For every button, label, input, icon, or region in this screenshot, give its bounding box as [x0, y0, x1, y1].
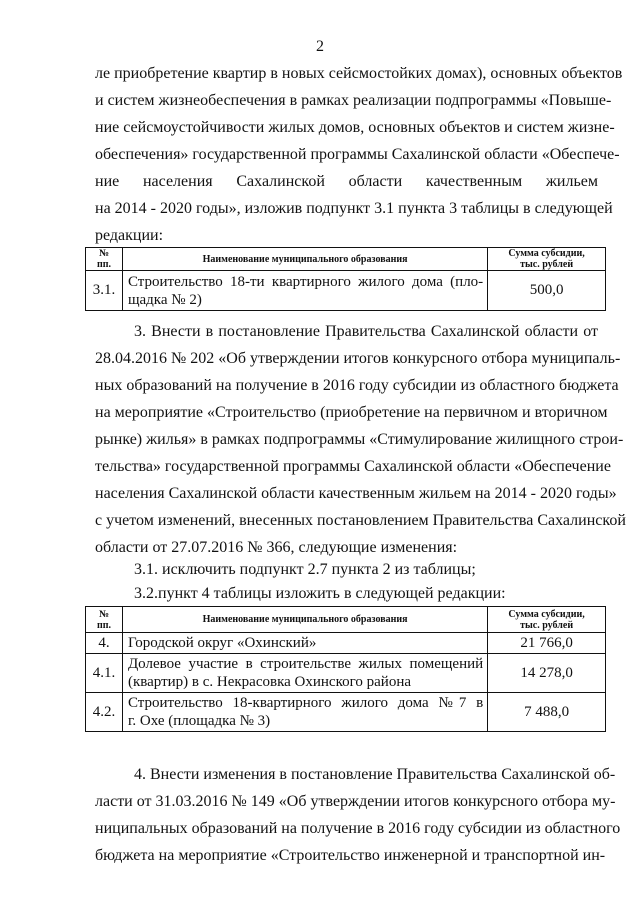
- paragraph-line: тельства» государственной программы Сахалинской области «Обеспечение: [95, 458, 611, 475]
- row-num: 4.2.: [86, 693, 123, 732]
- header-num: № пп.: [86, 248, 123, 271]
- row-sum: 500,0: [488, 271, 606, 311]
- paragraph-line: и систем жизнеобеспечения в рамках реализации подпрограммы «Повыше-: [95, 92, 612, 109]
- row-sum: 21 766,0: [488, 633, 606, 654]
- table-header-row: [86, 248, 606, 271]
- header-num: № пп.: [86, 607, 123, 633]
- paragraph-line: ние населения Сахалинской области качественным жильем: [95, 173, 598, 190]
- row-num: 4.1.: [86, 654, 123, 693]
- row-num: 4.: [86, 633, 123, 654]
- paragraph-line: на мероприятие «Строительство (приобретение на первичном и вторичном: [95, 404, 608, 421]
- table-header-row: [86, 607, 606, 633]
- paragraph-line: населения Сахалинской области качественным жильем на 2014 - 2020 годы»: [95, 485, 617, 502]
- row-name: Городской округ «Охинский»: [122, 633, 487, 654]
- item-3-2: 3.2.пункт 4 таблицы изложить в следующей редакции:: [134, 585, 506, 602]
- paragraph-line: ных образований на получение в 2016 году субсидии из областного бюджета: [95, 377, 619, 394]
- header-name: Наименование муниципального образования: [122, 248, 487, 271]
- paragraph-line: ласти от 31.03.2016 № 149 «Об утверждении итогов конкурсного отбора му-: [95, 793, 616, 810]
- paragraph-line: с учетом изменений, внесенных постановлением Правительства Сахалинской: [95, 512, 626, 529]
- table-row: [86, 271, 606, 311]
- paragraph-line: обеспечения» государственной программы Сахалинской области «Обеспече-: [95, 146, 620, 163]
- paragraph-line: редакции:: [95, 227, 164, 244]
- paragraph-line: 3. Внести в постановление Правительства Сахалинской области от: [134, 323, 598, 340]
- row-name: Строительство 18-ти квартирного жилого дома (пло- щадка № 2): [122, 271, 487, 311]
- table-row: [86, 693, 606, 732]
- row-num: 3.1.: [86, 271, 123, 311]
- header-sum: Сумма субсидии, тыс. рублей: [488, 607, 606, 633]
- paragraph-line: на 2014 - 2020 годы», изложив подпункт 3.1 пункта 3 таблицы в следующей: [95, 200, 613, 217]
- row-sum: 14 278,0: [488, 654, 606, 693]
- row-sum: 7 488,0: [488, 693, 606, 732]
- paragraph-line: ние сейсмоустойчивости жилых домов, основных объектов и систем жизне-: [95, 119, 615, 136]
- paragraph-line: ле приобретение квартир в новых сейсмостойких домах), основных объектов: [95, 65, 623, 82]
- paragraph-line: бюджета на мероприятие «Строительство инженерной и транспортной ин-: [95, 847, 606, 864]
- table-row: [86, 654, 606, 693]
- item-3-1: 3.1. исключить подпункт 2.7 пункта 2 из таблицы;: [134, 561, 476, 578]
- paragraph-line: ниципальных образований на получение в 2016 году субсидии из областного: [95, 820, 621, 837]
- subsidy-table-2: [85, 606, 606, 732]
- subsidy-table-1: [85, 247, 606, 311]
- row-name: Долевое участие в строительстве жилых помещений (квартир) в с. Некрасовка Охинского района: [122, 654, 487, 693]
- page-number: 2: [316, 38, 324, 55]
- paragraph-line: области от 27.07.2016 № 366, следующие изменения:: [95, 539, 458, 556]
- row-name: Строительство 18-квартирного жилого дома №7 в г. Охе (площадка № 3): [122, 693, 487, 732]
- paragraph-line: 28.04.2016 № 202 «Об утверждении итогов конкурсного отбора муниципаль-: [95, 350, 621, 367]
- header-sum: Сумма субсидии, тыс. рублей: [488, 248, 606, 271]
- table-row: [86, 633, 606, 654]
- header-name: Наименование муниципального образования: [122, 607, 487, 633]
- paragraph-line: рынке) жилья» в рамках подпрограммы «Стимулирование жилищного строи-: [95, 431, 624, 448]
- paragraph-line: 4. Внести изменения в постановление Правительства Сахалинской об-: [134, 766, 616, 783]
